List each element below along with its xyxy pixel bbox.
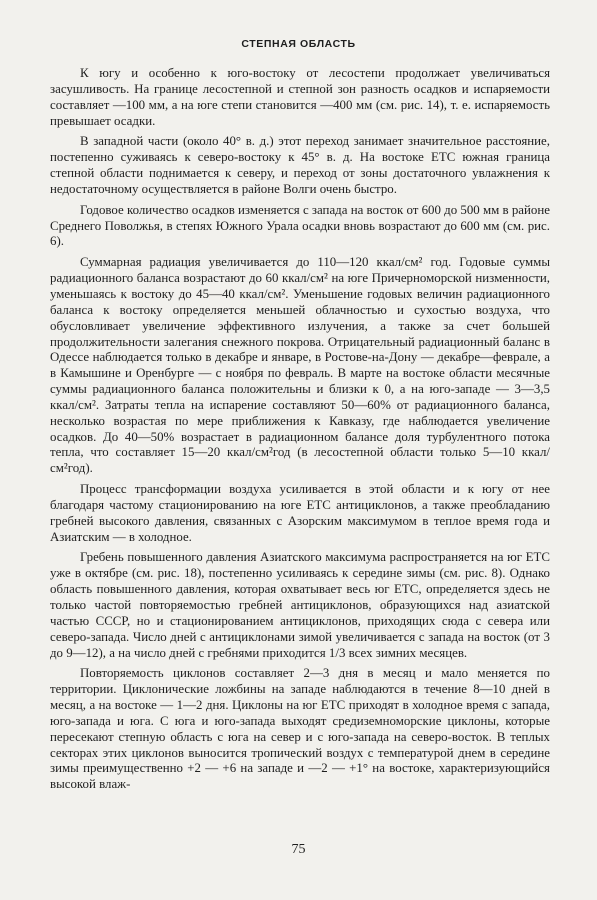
body-text xyxy=(50,66,550,793)
paragraph: Гребень повышенного давления Азиатского максимума распространяется на юг ЕТС уже в октябре (см. рис. 18), постепенно усиливаясь к середине зимы (см. рис. 8). Однако область повышенного давления, которая охватывает весь юг ЕТС, определяется здесь не только частой повторяемостью гребней антициклонов, образующихся над азиатской частью СССР, но и стационированием антициклонов, приходящих сюда с севера или северо-запада. Число дней с антициклонами зимой увеличивается с запада на восток (от 3 до 9—12), а на число дней с гребнями приходится 1/3 всех зимних месяцев. xyxy=(50,550,550,660)
paragraph: Процесс трансформации воздуха усиливается в этой области и к югу от нее благодаря частому стационированию на юге ЕТС антициклонов, а также преобладанию гребней высокого давления, связанных с Азорским максимумом в теплое время года и Азиатским — в холодное. xyxy=(50,482,550,544)
page-number: 75 xyxy=(291,842,306,857)
paragraph: Годовое количество осадков изменяется с запада на восток от 600 до 500 мм в районе Среднего Поволжья, в степях Южного Урала осадки вновь возрастают до 600 мм (см. рис. 6). xyxy=(50,202,550,249)
paragraph: Суммарная радиация увеличивается до 110—120 ккал/см² год. Годовые суммы радиационного баланса возрастают до 60 ккал/см² на юге Причерноморской низменности, уменьшаясь к востоку до 45—40 ккал/см². Уменьшение годовых величин радиационного баланса к востоку определяется меньшей облачностью и сухостью воздуха, что обусловливает увеличение эффективного излучения, а также за счет большей продолжительности залегания снежного покрова. Отрицательный радиационный баланс в Одессе наблюдается только в декабре и январе, в Ростове-на-Дону — декабре—феврале, а в Камышине и Оренбурге — с ноября по февраль. В марте на востоке области месячные суммы радиационного баланса положительны и близки к 0, а на юго-западе — 3—3,5 ккал/см². Затраты тепла на испарение составляют 50—60% от радиационного баланса, несколько возрастая по мере приближения к Кавказу, где наблюдается увеличение осадков. До 40—50% возрастает в радиационном балансе доля турбулентного потока тепла, что составляет 15—20 ккал/см²год (в лесостепной области только 5—10 ккал/см²год). xyxy=(50,255,550,476)
running-head: СТЕПНАЯ ОБЛАСТЬ xyxy=(241,38,356,50)
paragraph: К югу и особенно к юго-востоку от лесостепи продолжает увеличиваться засушливость. На границе лесостепной и степной зон разность осадков и испаряемости составляет —100 мм, а на юге степи становится —400 мм (см. рис. 14), т. е. испаряемость превышает осадки. xyxy=(50,66,550,128)
paragraph: В западной части (около 40° в. д.) этот переход занимает значительное расстояние, постепенно суживаясь к северо-востоку к 45° в. д. На востоке ЕТС южная граница степной области поднимается к северу, и переход от зоны достаточного увлажнения к недостаточному осуществляется в районе Волги очень быстро. xyxy=(50,134,550,196)
paragraph: Повторяемость циклонов составляет 2—3 дня в месяц и мало меняется по территории. Циклонические ложбины на западе наблюдаются в течение 8—10 дней в месяц, а на востоке — 1—2 дня. Циклоны на юг ЕТС приходят в холодное время с запада, юго-запада и юга. С юга и юго-запада выходят средиземноморские циклоны, которые пересекают степную область с юга на север и с юго-запада на северо-восток. В теплых секторах этих циклонов выносится тропический воздух с температурой днем в середине зимы преимущественно +2 — +6 на западе и —2 — +1° на востоке, характеризующийся высокой влаж- xyxy=(50,666,550,792)
